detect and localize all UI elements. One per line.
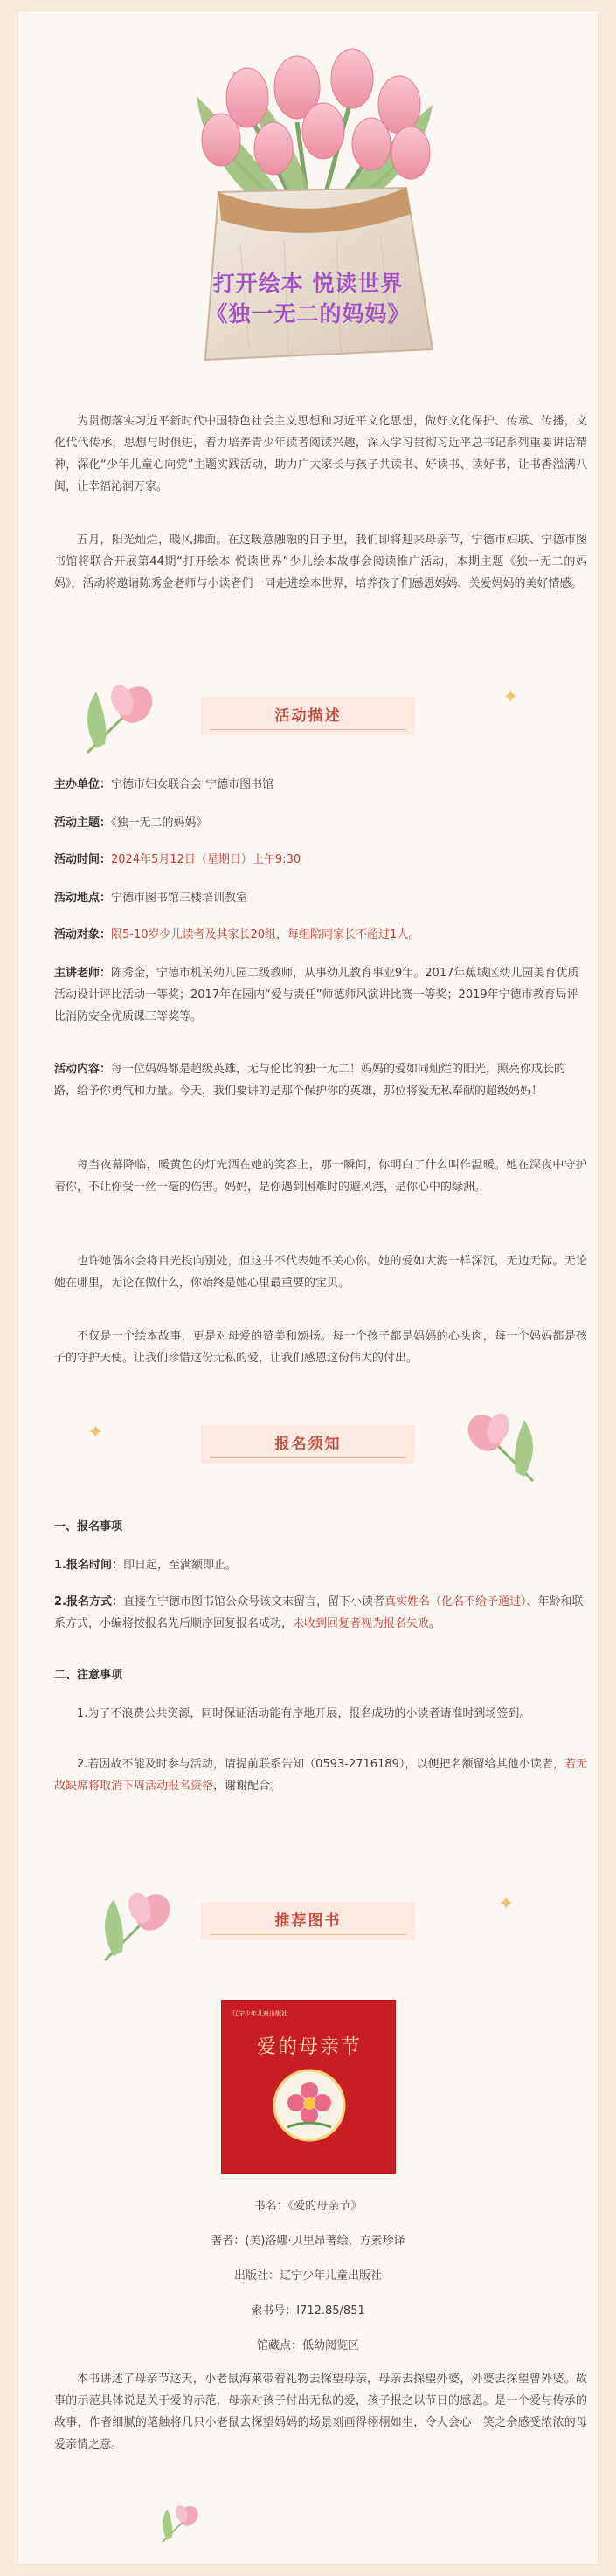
intro-paragraph-1: 为贯彻落实习近平新时代中国特色社会主义思想和习近平文化思想，做好文化保护、传承、传播，文化代代传承，思想与时俱进，着力培养青少年读者阅读兴趣，深入学习贯彻习近平总书记系列重要讲话精神，深化“少年儿童心向党”主题实践活动，助力广大家长与孩子共读书、好读书、读好书，让书香溢满八闽，让幸福沁润万家。 [54, 415, 587, 493]
target-label: 活动对象： [54, 928, 112, 941]
intro-paragraph-2: 五月，阳光灿烂，暖风拂面。在这暖意融融的日子里，我们即将迎来母亲节，宁德市妇联、宁德市图书馆将联合开展第44期“打开绘本 悦读世界”少儿绘本故事会阅读推广活动，本期主题《独一无二的妈妈》，活动将邀请陈秀金老师与小读者们一同走进绘本世界，培养孩子们感恩妈妈、关爱妈妈的美好情感。 [54, 534, 587, 590]
tulip-decoration-icon [153, 2499, 205, 2547]
organizer-label: 主办单位： [54, 778, 112, 791]
story-paragraph-2: 也许她偶尔会将目光投向别处，但这并不代表她不关心你。她的爱如大海一样深沉，无边无际。无论她在哪里，无论在做什么，你始终是她心里最重要的宝贝。 [54, 1255, 587, 1290]
sparkle-icon: ✦ [502, 686, 519, 708]
content-value: 每一位妈妈都是超级英雄，无与伦比的独一无二！妈妈的爱如同灿烂的阳光，照亮你成长的路，给予你勇气和力量。今天，我们要讲的是那个保护你的英雄，那位将爱无私奉献的超级妈妈！ [54, 1063, 566, 1098]
activity-teacher [54, 962, 587, 1028]
notice-2-text-a: 2.若因故不能及时参与活动，请提前联系告知（0593-2716189），以便把名额留给其他小读者， [77, 1758, 564, 1771]
book-cover-title: 爱的母亲节 [256, 2036, 362, 2058]
time-value: 2024年5月12日（星期日）上午9:30 [111, 853, 301, 866]
teacher-label: 主讲老师： [54, 967, 112, 980]
book-name: 书名：《爱的母亲节》 [253, 2200, 363, 2213]
book-cover-image [221, 2000, 396, 2174]
signup-method-text-c: 。 [429, 1617, 441, 1630]
section-header-activity [201, 697, 415, 735]
place-value: 宁德市图书馆三楼培训教室 [111, 892, 248, 905]
signup-time-value: 即日起，至满额即止。 [122, 1559, 237, 1572]
signup-time-label: 1.报名时间： [54, 1559, 123, 1572]
tulip-decoration-icon [70, 674, 166, 761]
section-header-signup [201, 1425, 415, 1464]
activity-organizer [54, 774, 587, 796]
theme-value: 《独一无二的妈妈》 [111, 816, 208, 830]
section-title-signup: 报名须知 [274, 1436, 342, 1453]
book-location: 馆藏点：低幼阅览区 [256, 2339, 359, 2352]
signup-heading-2 [54, 1664, 587, 1686]
time-label: 活动时间： [54, 853, 112, 866]
tulip-bouquet-illustration [144, 17, 476, 384]
organizer-value: 宁德市妇女联合会 宁德市图书馆 [111, 778, 274, 791]
tulip-decoration-icon [454, 1402, 550, 1490]
book-summary: 本书讲述了母亲节这天，小老鼠海莱带着礼物去探望母亲，母亲去探望外婆，外婆去探望曾外婆。故事的示范具体说是关于爱的示范，母亲对孩子付出无私的爱，孩子报之以节日的感恩。是一个爱与传承的故事，作者细腻的笔触将几只小老鼠去探望妈妈的场景刻画得栩栩如生，令人会心一笑之余感受浓浓的母爱亲情之意。 [54, 2373, 587, 2451]
notice-2 [54, 1753, 587, 1797]
signup-method-text-b: 、年龄和联系方式，小编将按报名先后顺序回复报名成功， [54, 1595, 584, 1630]
flower-illustration-icon [270, 2066, 349, 2145]
signup-time [54, 1554, 587, 1576]
notice-1: 1.为了不浪费公共资源，同时保证活动能有序地开展，报名成功的小读者请准时到场签到。 [77, 1707, 531, 1720]
book-publisher: 出版社：辽宁少年儿童出版社 [233, 2269, 382, 2283]
section-title-book: 推荐图书 [274, 1912, 342, 1930]
book-author: 著者：(美)洛娜·贝里昂著绘，方素珍译 [211, 2235, 405, 2248]
teacher-value: 陈秀金，宁德市机关幼儿园二级教师，从事幼儿教育事业9年。2017年蕉城区幼儿园美育优质活动设计评比活动一等奖；2017年在园内“爱与责任”师德师风演讲比赛一等奖；2019年宁德市教育局评比消防安全优质课三等奖等。 [54, 967, 579, 1023]
place-label: 活动地点： [54, 892, 112, 905]
signup-method-text-a: 直接在宁德市图书馆公众号该文末留言，留下小读者 [122, 1595, 384, 1608]
theme-label: 活动主题： [54, 816, 112, 830]
section-title-activity: 活动描述 [274, 707, 342, 725]
activity-content [54, 1058, 587, 1102]
target-value: 限5-10岁少儿读者及其家长20组，每组陪同家长不超过1人。 [111, 928, 420, 941]
signup-method-label: 2.报名方式： [54, 1595, 123, 1608]
notice-2-red: 若无故缺席将取消下周活动报名资格 [54, 1758, 587, 1793]
content-label: 活动内容： [54, 1063, 112, 1076]
sparkle-icon: ✦ [87, 1422, 104, 1443]
signup-method [54, 1591, 587, 1635]
page-title-line2: 《独一无二的妈妈》 [205, 301, 411, 327]
activity-place [54, 887, 587, 909]
signup-heading-2-text: 二、注意事项 [54, 1669, 123, 1682]
signup-method-red-1: 真实姓名（化名不给予通过） [384, 1595, 527, 1608]
section-header-book [201, 1902, 415, 1940]
activity-theme [54, 812, 587, 834]
book-call-number: 索书号：I712.85/851 [251, 2304, 365, 2318]
sparkle-icon: ✦ [498, 1893, 515, 1915]
activity-time [54, 849, 587, 871]
notice-2-text-b: ，谢谢配合。 [213, 1780, 282, 1793]
signup-heading-1 [54, 1516, 587, 1538]
activity-target [54, 924, 587, 946]
book-cover-publisher: 辽宁少年儿童出版社 [232, 2010, 287, 2017]
page-title-line1: 打开绘本 悦读世界 [212, 271, 404, 296]
story-paragraph-3: 不仅是一个绘本故事，更是对母爱的赞美和颂扬。每一个孩子都是妈妈的心头肉，每一个妈妈都是孩子的守护天使。让我们珍惜这份无私的爱，让我们感恩这份伟大的付出。 [54, 1330, 587, 1365]
signup-heading-1-text: 一、报名事项 [54, 1520, 123, 1533]
story-paragraph-1: 每当夜幕降临，暖黄色的灯光洒在她的笑容上，那一瞬间，你明白了什么叫作温暖。她在深夜中守护着你，不让你受一丝一毫的伤害。妈妈，是你遇到困难时的避风港，是你心中的绿洲。 [54, 1159, 587, 1194]
signup-method-red-2: 未收到回复者视为报名失败 [293, 1617, 430, 1630]
tulip-decoration-icon [87, 1882, 183, 1969]
